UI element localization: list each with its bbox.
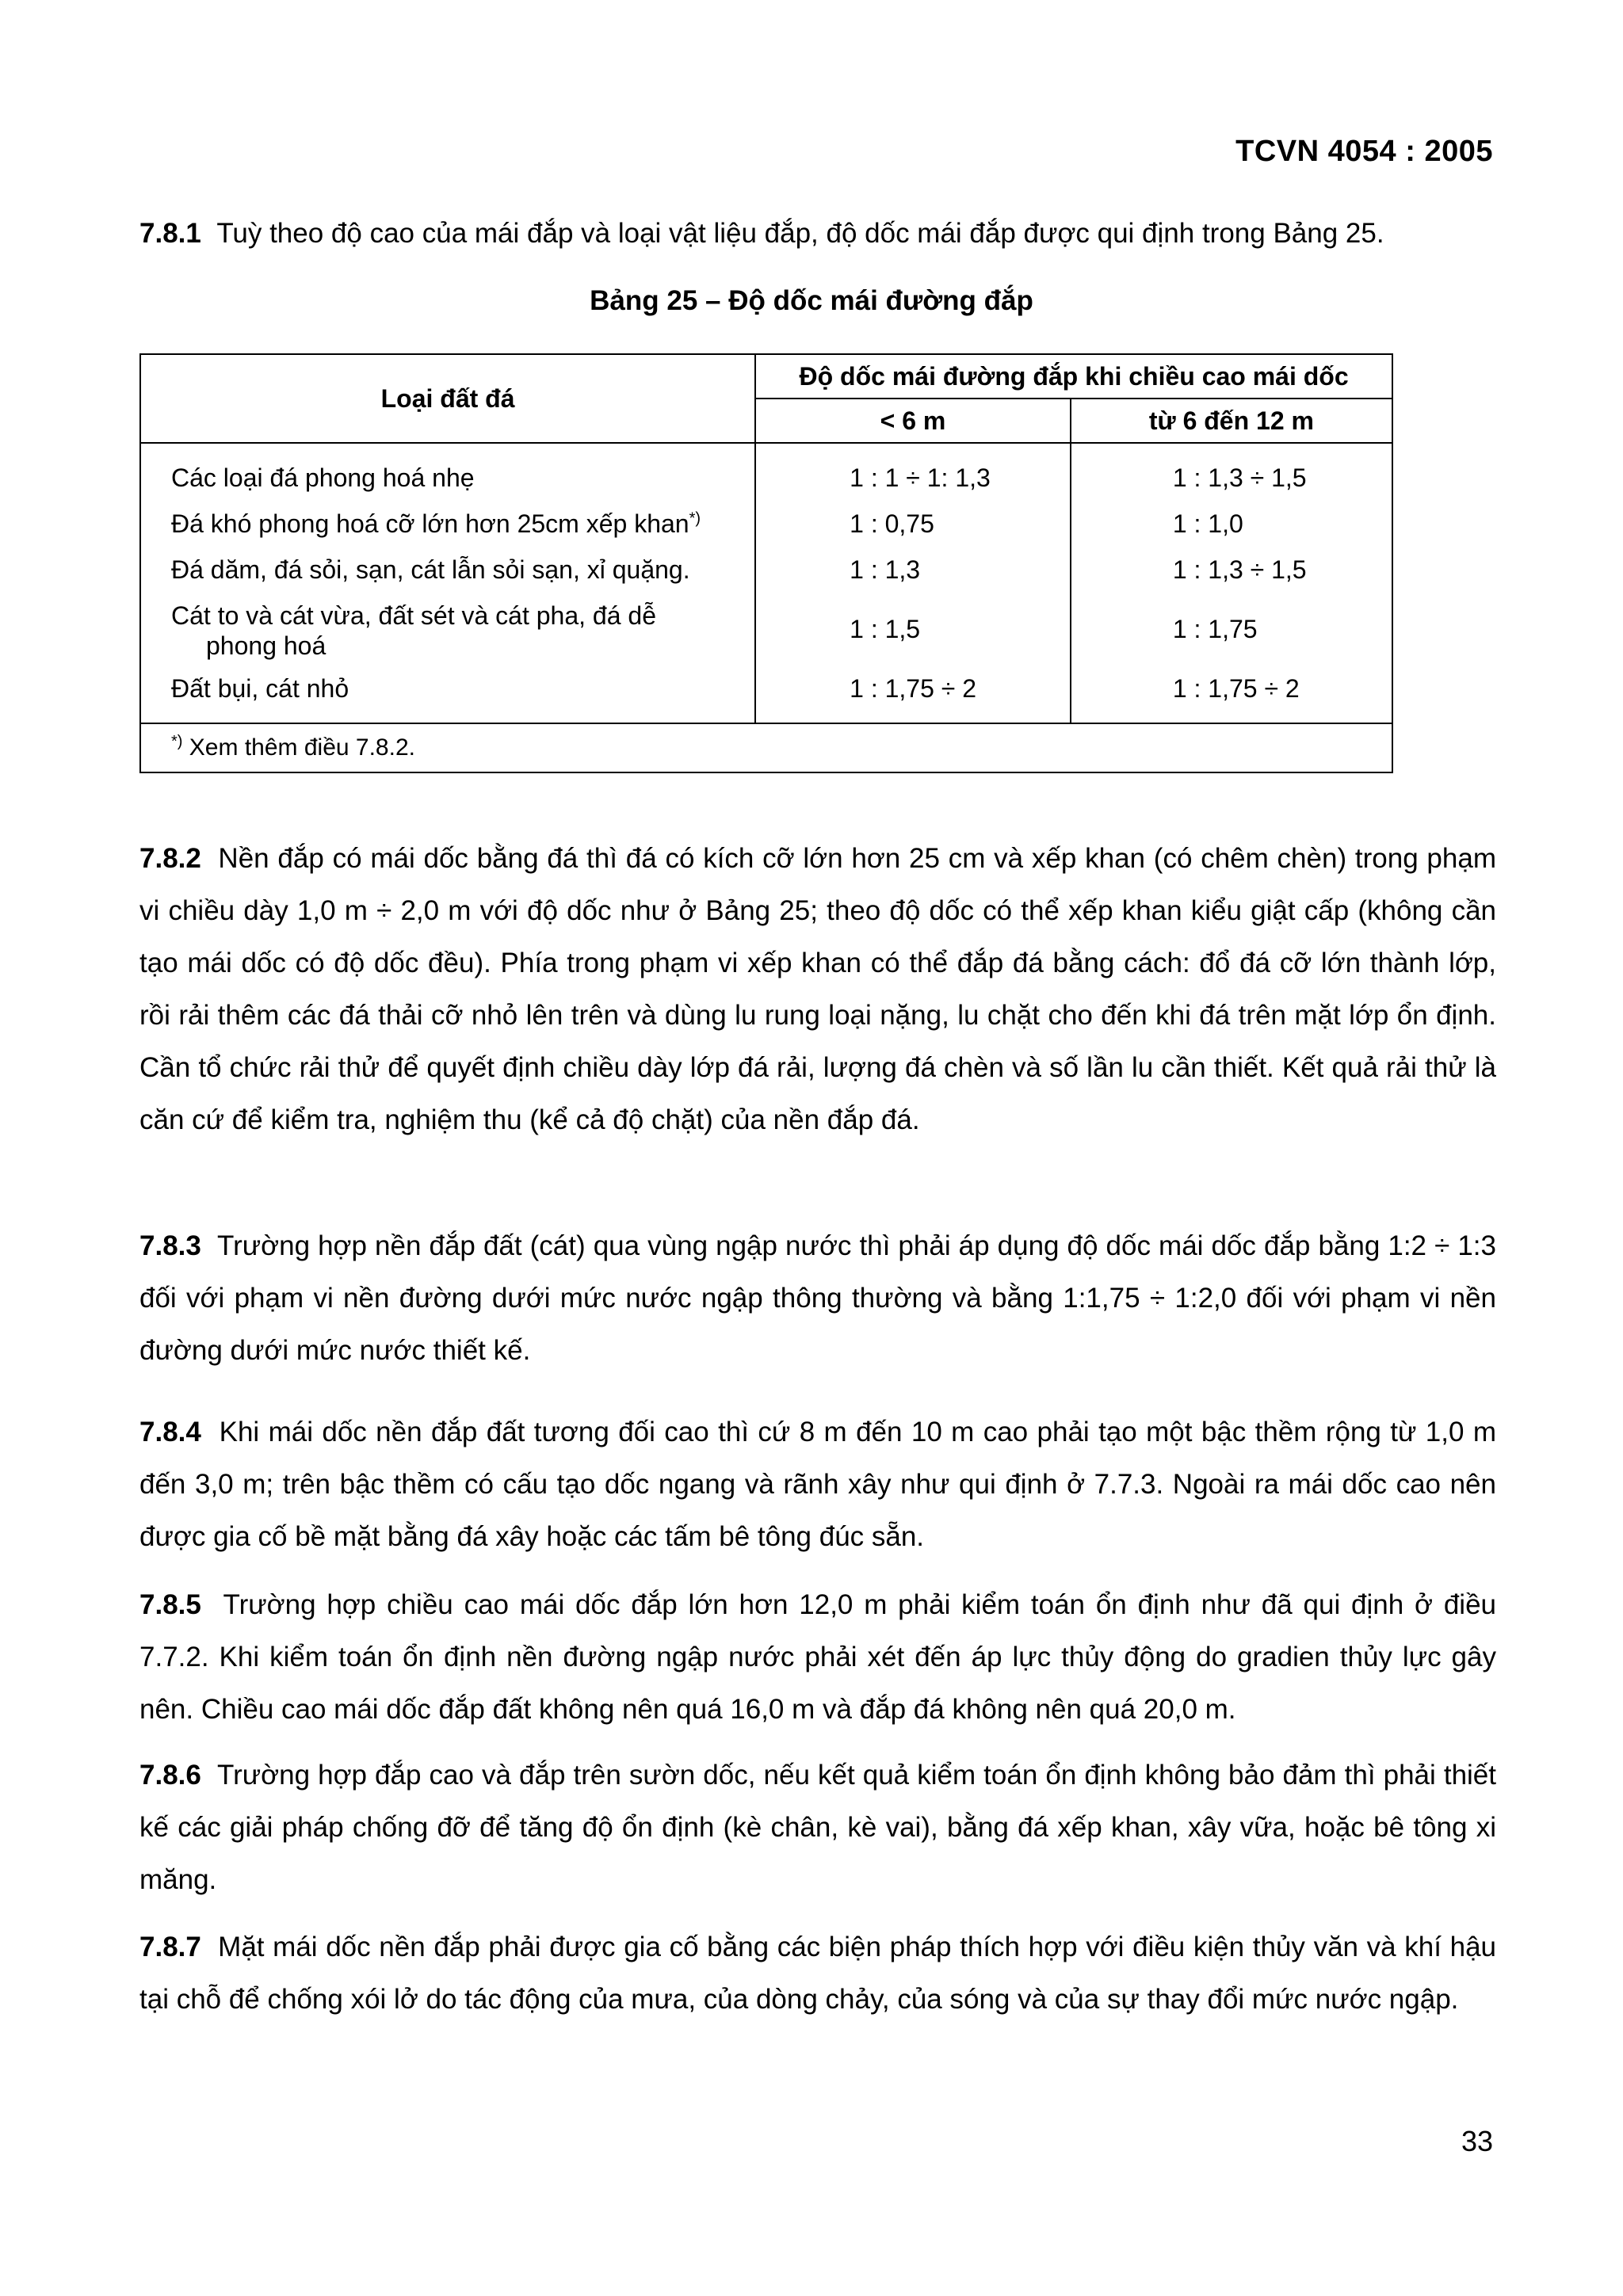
table-cell: 1 : 1,75 [1172,615,1258,643]
table-cell: Đất bụi, cát nhỏ [171,674,349,703]
clause-number: 7.8.1 [139,218,201,249]
clause-7-8-1 [139,215,1503,252]
6-to-12m-column [1071,443,1392,723]
clause-7-8-6 [139,1749,1496,1906]
table-cell: 1 : 1,3 ÷ 1,5 [1172,463,1307,492]
clause-text: Mặt mái dốc nền đắp phải được gia cố bằng các biện pháp thích hợp với điều kiện thủy văn và khí hậu tại chỗ để chống xói lở do tác động của mưa, của dòng chảy, của sóng và của sự thay đổi mức nước ngập. [139,1932,1497,2015]
soil-type-column [140,443,755,723]
header-soil-type: Loại đất đá [140,354,755,443]
cell-text: Đá khó phong hoá cỡ lớn hơn 25cm xếp khan [171,509,689,538]
under-6m-column [755,443,1071,723]
clause-number: 7.8.3 [139,1230,201,1261]
header-slope-group: Độ dốc mái đường đắp khi chiều cao mái dốc [755,354,1392,399]
table-cell: 1 : 1,75 ÷ 2 [1172,674,1300,703]
clause-number: 7.8.5 [139,1589,201,1620]
table-cell: 1 : 1,5 [850,615,921,643]
footnote-marker: *) [689,509,701,528]
clause-text: Trường hợp chiều cao mái dốc đắp lớn hơn 12,0 m phải kiểm toán ổn định như đã qui định ở điều 7.7.2. Khi kiểm toán ổn định nền đường ngập nước phải xét đến áp lực thủy động do gradien thủy lực gây nên. Chiều cao mái dốc đắp đất không nên quá 16,0 m và đắp đá không nên quá 20,0 m. [139,1589,1496,1725]
table-cell: 1 : 1,0 [1172,509,1243,538]
cell-line-2: phong hoá [206,631,327,660]
clause-number: 7.8.2 [139,843,201,874]
table-caption: Bảng 25 – Độ dốc mái đường đắp [590,285,1033,316]
table-cell: Đá dăm, đá sỏi, sạn, cát lẫn sỏi sạn, xỉ quặng. [171,555,690,584]
clause-7-8-4 [139,1406,1496,1563]
table-cell: 1 : 1 ÷ 1: 1,3 [850,463,991,492]
clause-7-8-2 [139,833,1496,1146]
clause-text: Khi mái dốc nền đắp đất tương đối cao thì cứ 8 m đến 10 m cao phải tạo một bậc thềm rộng từ 1,0 m đến 3,0 m; trên bậc thềm có cấu tạo dốc ngang và rãnh xây như qui định ở 7.7.3. Ngoài ra mái dốc cao nên được gia cố bề mặt bằng đá xây hoặc các tấm bê tông đúc sẵn. [139,1417,1496,1552]
footnote-marker: *) [171,733,183,750]
clause-7-8-5 [139,1579,1496,1736]
clause-text: Trường hợp đắp cao và đắp trên sườn dốc, nếu kết quả kiểm toán ổn định không bảo đảm thì phải thiết kế các giải pháp chống đỡ để tăng độ ổn định (kè chân, kè vai), bằng đá xếp khan, xây vữa, hoặc bê tông xi măng. [139,1760,1496,1895]
header-under-6m: < 6 m [755,399,1071,443]
table-cell: 1 : 1,3 [850,555,921,584]
header-6-to-12m: từ 6 đến 12 m [1071,399,1392,443]
table-cell: 1 : 1,3 ÷ 1,5 [1172,555,1307,584]
cell-line-1: Cát to và cát vừa, đất sét và cát pha, đá dễ [171,601,656,630]
page-number: 33 [1461,2125,1493,2157]
clause-number: 7.8.7 [139,1932,201,1962]
table-cell: 1 : 0,75 [850,509,934,538]
clause-7-8-3 [139,1220,1496,1377]
table-cell [141,501,754,547]
table-cell: 1 : 1,75 ÷ 2 [850,674,977,703]
clause-7-8-7 [139,1921,1496,2026]
clause-text: Tuỳ theo độ cao của mái đắp và loại vật liệu đắp, độ dốc mái đắp được qui định trong Bảng 25. [216,218,1384,249]
standard-header: TCVN 4054 : 2005 [1235,135,1493,168]
table-footnote [140,723,1392,772]
footnote-text: Xem thêm điều 7.8.2. [189,734,415,761]
clause-text: Nền đắp có mái dốc bằng đá thì đá có kích cỡ lớn hơn 25 cm và xếp khan (có chêm chèn) trong phạm vi chiều dày 1,0 m ÷ 2,0 m với độ dốc như ở Bảng 25; theo độ dốc có thể xếp khan kiểu giật cấp (không cần tạo mái dốc có độ dốc đều). Phía trong phạm vi xếp khan có thể đắp đá bằng cách: đổ đá cỡ lớn thành lớp, rồi rải thêm các đá thải cỡ nhỏ lên trên và dùng lu rung loại nặng, lu chặt cho đến khi đá trên mặt lớp ổn định. Cần tổ chức rải thử để quyết định chiều dày lớp đá rải, lượng đá chèn và số lần lu cần thiết. Kết quả rải thử là căn cứ để kiểm tra, nghiệm thu (kể cả độ chặt) của nền đắp đá. [139,843,1496,1135]
clause-number: 7.8.6 [139,1760,201,1791]
table-cell [141,593,754,666]
clause-text: Trường hợp nền đắp đất (cát) qua vùng ngập nước thì phải áp dụng độ dốc mái dốc đắp bằng 1:2 ÷ 1:3 đối với phạm vi nền đường dưới mức nước ngập thông thường và bằng 1:1,75 ÷ 1:2,0 đối với phạm vi nền đường dưới mức nước thiết kế. [139,1230,1496,1366]
slope-table [139,353,1393,773]
table-cell: Các loại đá phong hoá nhẹ [171,463,475,492]
clause-number: 7.8.4 [139,1417,201,1447]
